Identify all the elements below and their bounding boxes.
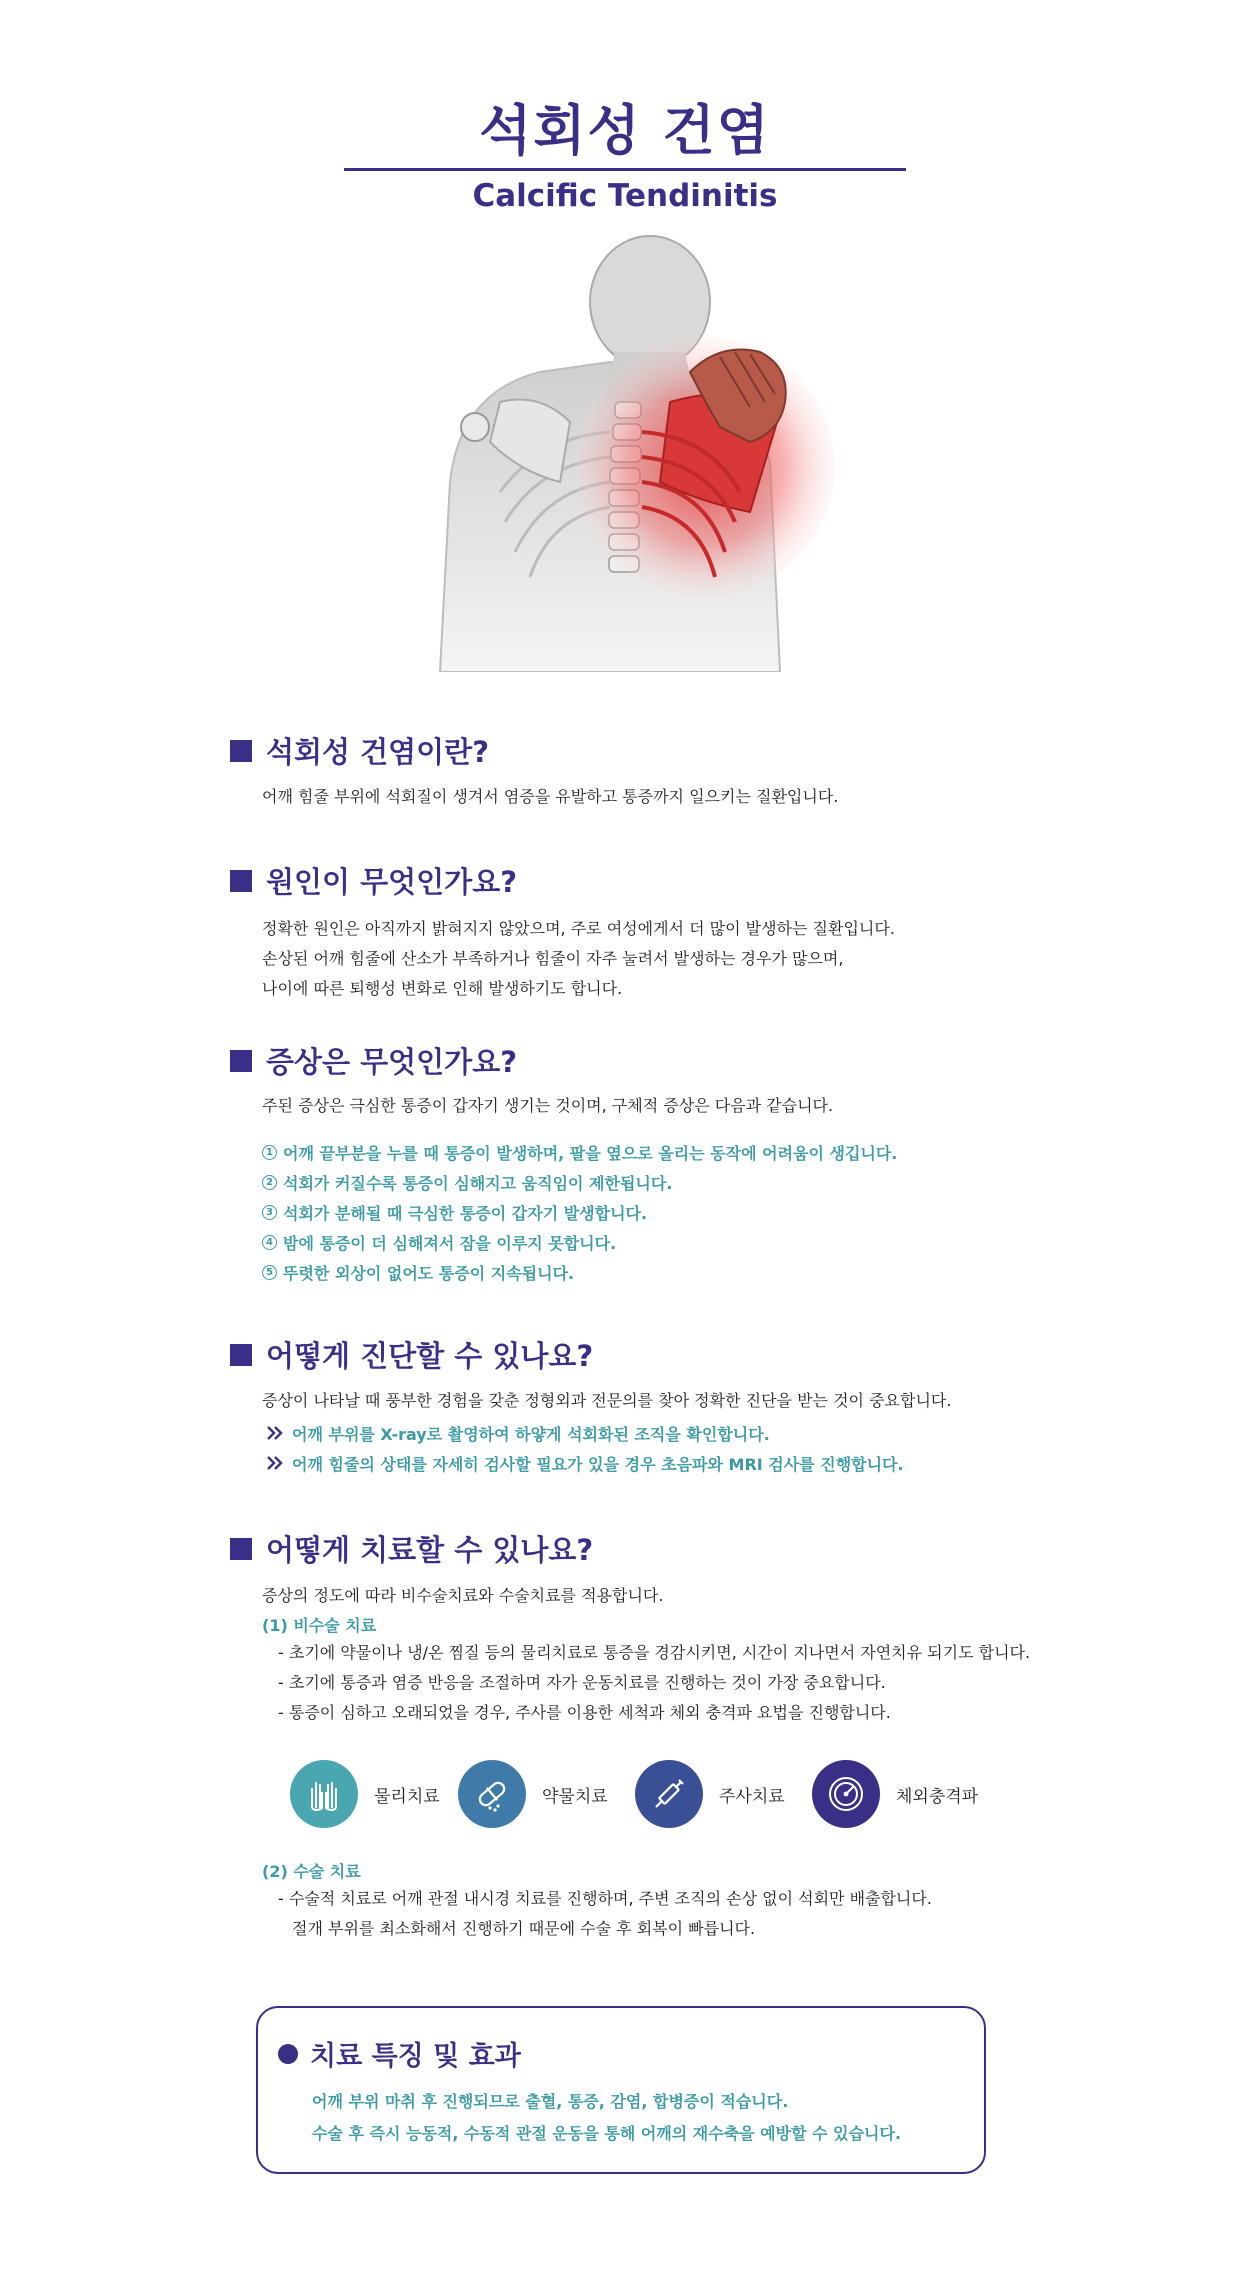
section-heading-symptoms: 증상은 무엇인가요? [230, 1040, 517, 1081]
diagnosis-intro: 증상이 나타날 때 풍부한 경험을 갖춘 정형외과 전문의를 찾아 정확한 진단을 받는 것이 중요합니다. [262, 1391, 952, 1410]
hands-icon [290, 1760, 358, 1828]
surgical-label: (2) 수술 치료 [262, 1862, 361, 1881]
number-circle-icon: 5 [262, 1265, 277, 1280]
square-bullet-icon [230, 740, 252, 762]
square-bullet-icon [230, 1344, 252, 1366]
syringe-icon [635, 1760, 703, 1828]
list-item: 1 어깨 끝부분을 누를 때 통증이 발생하며, 팔을 옆으로 올리는 동작에 어려움이 생깁니다. [262, 1137, 897, 1167]
number-circle-icon: 3 [262, 1205, 277, 1220]
shoulder-pain-illustration [420, 232, 840, 672]
features-heading: 치료 특징 및 효과 [278, 2034, 521, 2073]
list-item: 4 밤에 통증이 더 심해져서 잠을 이루지 못합니다. [262, 1227, 897, 1257]
number-circle-icon: 1 [262, 1145, 277, 1160]
diagnosis-list [266, 1418, 904, 1478]
nonsurgical-lines: - 초기에 약물이나 냉/온 찜질 등의 물리치료로 통증을 경감시키면, 시간이 지나면서 자연치유 되기도 합니다. - 초기에 통증과 염증 반응을 조절하며 자가 운동치료를 진행하는 것이 가장 중요합니다. - 통증이 심하고 오래되었을 경우, 주사를 이용한 세척과 체외 충격파 요법을 진행합니다. [278, 1643, 1031, 1722]
section-heading-cause: 원인이 무엇인가요? [230, 860, 517, 901]
double-chevron-right-icon [266, 1426, 288, 1440]
gauge-icon [812, 1760, 880, 1828]
treatment-shockwave: 체외충격파 [812, 1760, 978, 1828]
pill-icon [458, 1760, 526, 1828]
treatment-features-box [256, 2006, 986, 2174]
treatment-intro: 증상의 정도에 따라 비수술치료와 수술치료를 적용합니다. [262, 1586, 664, 1605]
cause-description: 정확한 원인은 아직까지 밝혀지지 않았으며, 주로 여성에게서 더 많이 발생하는 질환입니다. 손상된 어깨 힘줄에 산소가 부족하거나 힘줄이 자주 눌려서 발생하는 경우가 많으며, 나이에 따른 퇴행성 변화로 인해 발생하기도 합니다. [262, 919, 895, 998]
section-heading-diagnosis: 어떻게 진단할 수 있나요? [230, 1334, 593, 1375]
nonsurgical-label: (1) 비수술 치료 [262, 1616, 377, 1635]
page-subtitle: Calcific Tendinitis [472, 178, 778, 214]
what-description: 어깨 힘줄 부위에 석회질이 생겨서 염증을 유발하고 통증까지 일으키는 질환입니다. [262, 787, 839, 806]
list-item: 어깨 부위를 X-ray로 촬영하여 하얗게 석회화된 조직을 확인합니다. [266, 1418, 904, 1448]
square-bullet-icon [230, 1050, 252, 1072]
list-item: 3 석회가 분해될 때 극심한 통증이 갑자기 발생합니다. [262, 1197, 897, 1227]
page-title: 석회성 건염 [479, 99, 771, 162]
number-circle-icon: 2 [262, 1175, 277, 1190]
treatment-medication: 약물치료 [458, 1760, 608, 1828]
list-item: 5 뚜렷한 외상이 없어도 통증이 지속됩니다. [262, 1257, 897, 1287]
features-lines: 어깨 부위 마취 후 진행되므로 출혈, 통증, 감염, 합병증이 적습니다. 수술 후 즉시 능동적, 수동적 관절 운동을 통해 어깨의 재수축을 예방할 수 있습니다. [312, 2092, 902, 2143]
double-chevron-right-icon [266, 1456, 288, 1470]
list-item: 2 석회가 커질수록 통증이 심해지고 움직임이 제한됩니다. [262, 1167, 897, 1197]
square-bullet-icon [230, 870, 252, 892]
section-heading-what: 석회성 건염이란? [230, 730, 489, 771]
title-divider [344, 168, 906, 171]
treatment-physio: 물리치료 [290, 1760, 440, 1828]
surgical-lines: - 수술적 치료로 어깨 관절 내시경 치료를 진행하며, 주변 조직의 손상 없이 석회만 배출합니다. 절개 부위를 최소화해서 진행하기 때문에 수술 후 회복이 빠릅니다. [278, 1889, 932, 1938]
symptoms-list [262, 1137, 897, 1287]
treatment-icons [290, 1760, 1010, 1832]
list-item: 어깨 힘줄의 상태를 자세히 검사할 필요가 있을 경우 초음파와 MRI 검사를 진행합니다. [266, 1448, 904, 1478]
number-circle-icon: 4 [262, 1235, 277, 1250]
circle-bullet-icon [278, 2044, 298, 2064]
treatment-injection: 주사치료 [635, 1760, 785, 1828]
square-bullet-icon [230, 1538, 252, 1560]
symptoms-intro: 주된 증상은 극심한 통증이 갑자기 생기는 것이며, 구체적 증상은 다음과 같습니다. [262, 1096, 834, 1115]
section-heading-treatment: 어떻게 치료할 수 있나요? [230, 1528, 593, 1569]
